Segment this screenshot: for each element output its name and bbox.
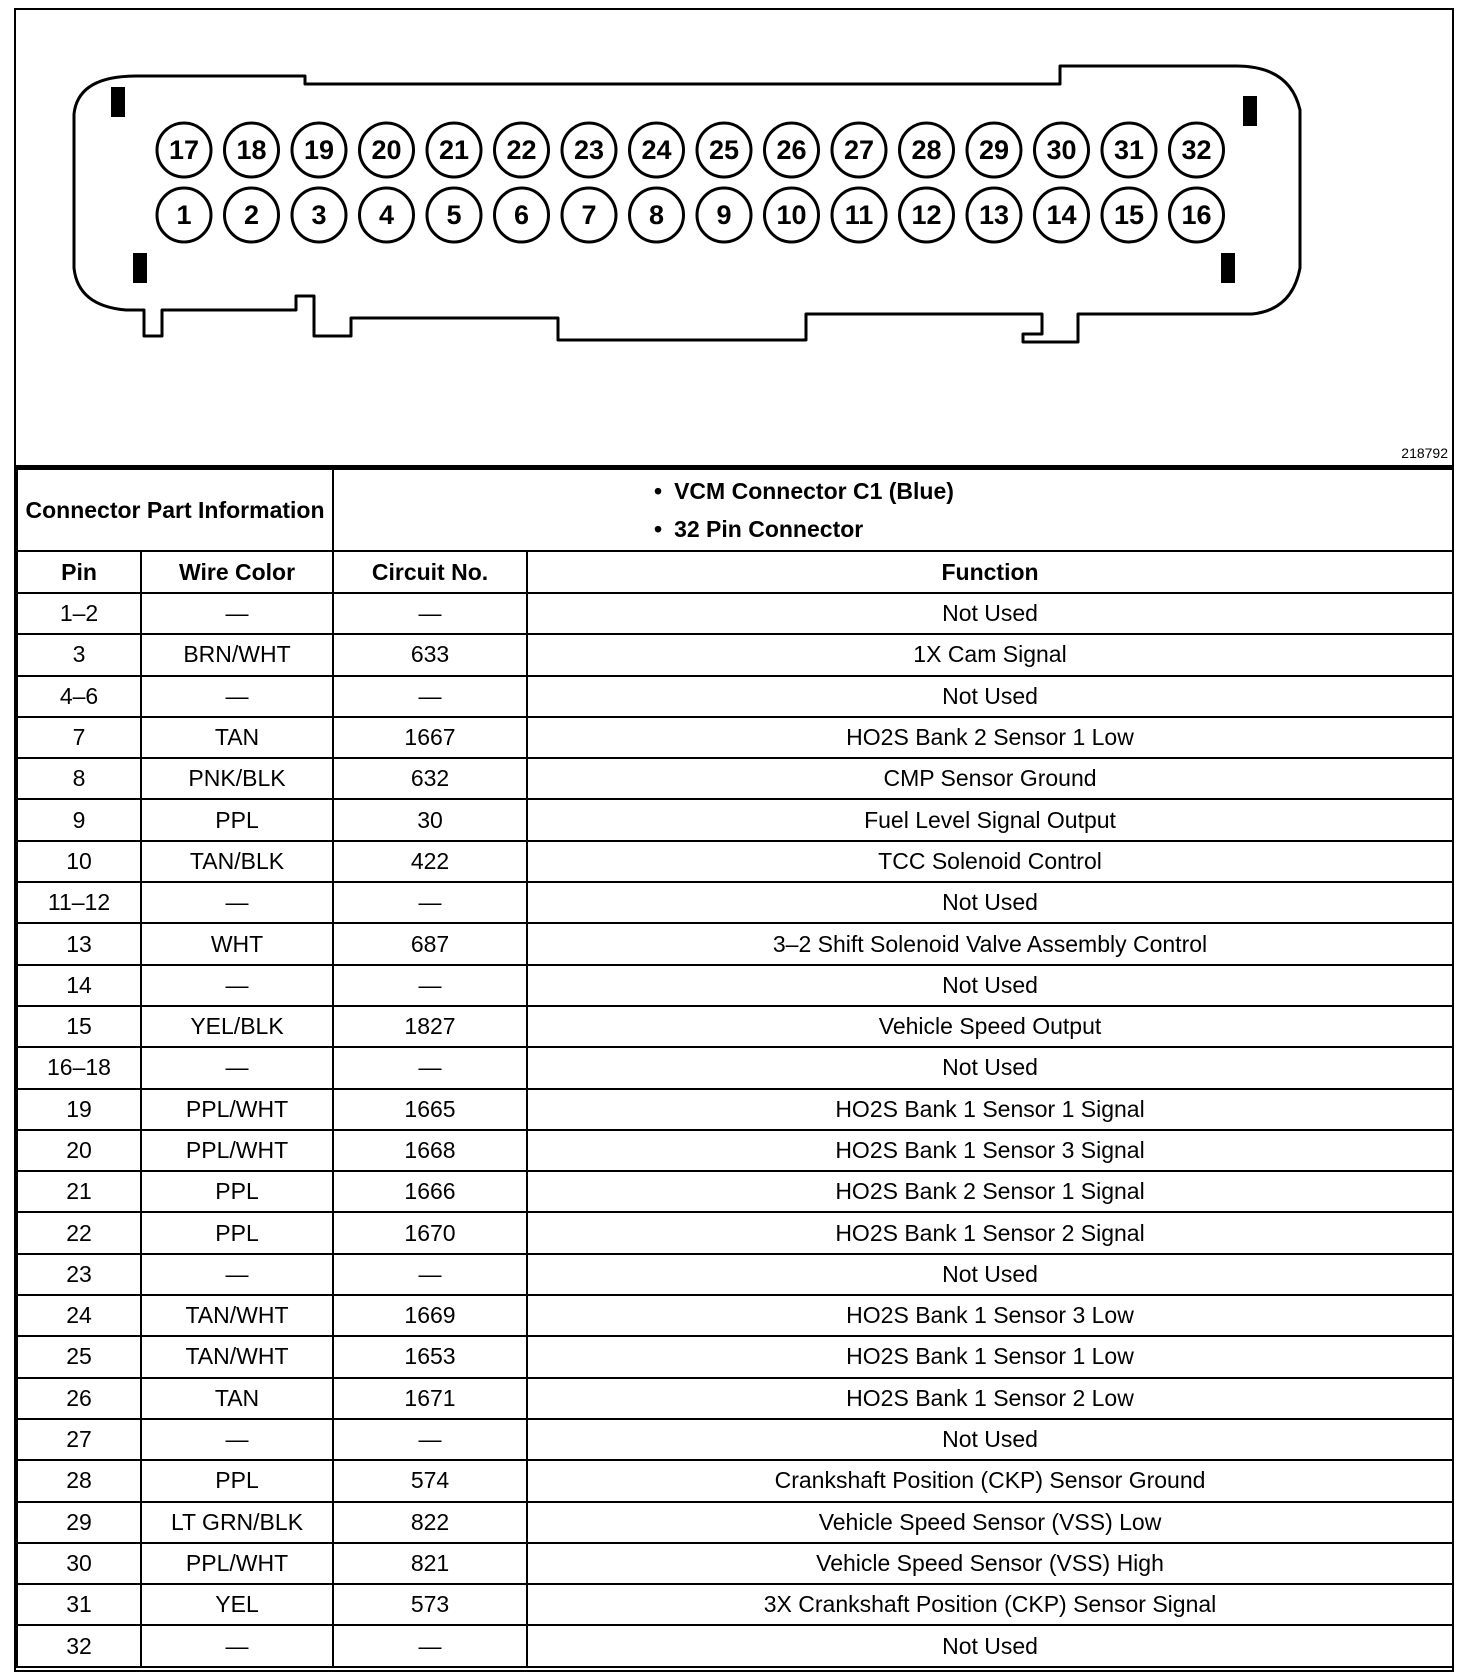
table-row (17, 1460, 1453, 1501)
pin-number: 27 (843, 135, 875, 165)
connector-info-item: • 32 Pin Connector (654, 510, 954, 548)
cell-circuit-no: 633 (333, 634, 527, 675)
cell-pin: 9 (17, 799, 141, 840)
table-row (17, 634, 1453, 675)
cell-function: Vehicle Speed Sensor (VSS) Low (527, 1502, 1453, 1543)
pin-number: 17 (168, 135, 200, 165)
cell-function: HO2S Bank 1 Sensor 3 Low (527, 1295, 1453, 1336)
pin-cavity (832, 123, 886, 177)
cell-function: TCC Solenoid Control (527, 841, 1453, 882)
pin-cavity (900, 188, 954, 242)
pin-number: 7 (581, 200, 597, 230)
cell-pin: 31 (17, 1584, 141, 1625)
table-row (17, 676, 1453, 717)
pinout-table (16, 468, 1454, 1668)
pin-cavity (562, 188, 616, 242)
pin-row-top (157, 123, 1224, 177)
table-row (17, 1295, 1453, 1336)
pin-cavity (225, 188, 279, 242)
cell-function: 1X Cam Signal (527, 634, 1453, 675)
cell-wire-color: — (141, 1625, 333, 1666)
table-row (17, 841, 1453, 882)
latch-tab-top-left (111, 87, 125, 117)
pin-cavity (832, 188, 886, 242)
cell-pin: 26 (17, 1378, 141, 1419)
table-row (17, 717, 1453, 758)
pin-cavity (360, 188, 414, 242)
header-function: Function (527, 551, 1453, 593)
cell-pin: 7 (17, 717, 141, 758)
pin-number: 16 (1181, 200, 1212, 230)
cell-pin: 11–12 (17, 882, 141, 923)
table-row (17, 882, 1453, 923)
table-row (17, 1130, 1453, 1171)
cell-circuit-no: 822 (333, 1502, 527, 1543)
pin-number: 32 (1181, 135, 1212, 165)
cell-wire-color: PPL (141, 1212, 333, 1253)
cell-pin: 25 (17, 1336, 141, 1377)
cell-circuit-no: 30 (333, 799, 527, 840)
cell-wire-color: TAN/WHT (141, 1336, 333, 1377)
cell-function: Not Used (527, 1419, 1453, 1460)
pin-number: 8 (648, 200, 665, 230)
cell-wire-color: PPL (141, 799, 333, 840)
table-row (17, 1419, 1453, 1460)
cell-circuit-no: 1671 (333, 1378, 527, 1419)
pin-number: 4 (378, 200, 395, 230)
pin-number: 3 (311, 200, 327, 230)
cell-pin: 16–18 (17, 1047, 141, 1088)
cell-circuit-no: 1669 (333, 1295, 527, 1336)
table-row (17, 1006, 1453, 1047)
pin-number: 14 (1046, 200, 1077, 230)
cell-wire-color: LT GRN/BLK (141, 1502, 333, 1543)
table-row (17, 1089, 1453, 1130)
cell-wire-color: WHT (141, 923, 333, 964)
cell-circuit-no: — (333, 1047, 527, 1088)
cell-function: Not Used (527, 1047, 1453, 1088)
cell-wire-color: PPL (141, 1171, 333, 1212)
cell-pin: 1–2 (17, 593, 141, 634)
pin-number: 15 (1113, 200, 1145, 230)
pin-cavity (1102, 123, 1156, 177)
cell-circuit-no: 1668 (333, 1130, 527, 1171)
connector-face-diagram (16, 10, 1452, 465)
cell-pin: 27 (17, 1419, 141, 1460)
cell-wire-color: TAN/WHT (141, 1295, 333, 1336)
table-row (17, 1543, 1453, 1584)
cell-function: Not Used (527, 676, 1453, 717)
cell-wire-color: — (141, 593, 333, 634)
figure-id: 218792 (1401, 445, 1448, 461)
header-circuit-no: Circuit No. (333, 551, 527, 593)
pin-cavity (967, 188, 1021, 242)
pin-number: 22 (506, 135, 537, 165)
pin-number: 2 (243, 200, 260, 230)
table-row (17, 1378, 1453, 1419)
table-row (17, 799, 1453, 840)
cell-circuit-no: — (333, 1625, 527, 1666)
pin-cavity (157, 188, 211, 242)
cell-pin: 3 (17, 634, 141, 675)
pin-cavity (697, 123, 751, 177)
connector-info-values (333, 469, 1453, 551)
pin-cavity (697, 188, 751, 242)
cell-function: HO2S Bank 1 Sensor 3 Signal (527, 1130, 1453, 1171)
cell-pin: 15 (17, 1006, 141, 1047)
cell-wire-color: YEL (141, 1584, 333, 1625)
cell-circuit-no: 687 (333, 923, 527, 964)
cell-pin: 32 (17, 1625, 141, 1666)
table-row (17, 1171, 1453, 1212)
cell-function: HO2S Bank 2 Sensor 1 Low (527, 717, 1453, 758)
cell-function: Not Used (527, 882, 1453, 923)
cell-function: Not Used (527, 593, 1453, 634)
table-row (17, 1047, 1453, 1088)
pin-number: 12 (911, 200, 942, 230)
pin-number: 28 (911, 135, 942, 165)
connector-sheet (14, 8, 1454, 1672)
header-pin: Pin (17, 551, 141, 593)
pin-cavity (1035, 123, 1089, 177)
pin-cavity (967, 123, 1021, 177)
table-row (17, 1502, 1453, 1543)
cell-function: HO2S Bank 1 Sensor 1 Signal (527, 1089, 1453, 1130)
cell-pin: 28 (17, 1460, 141, 1501)
cell-pin: 4–6 (17, 676, 141, 717)
cell-wire-color: PNK/BLK (141, 758, 333, 799)
pin-number: 30 (1046, 135, 1077, 165)
pin-number: 19 (303, 135, 335, 165)
cell-function: HO2S Bank 1 Sensor 2 Signal (527, 1212, 1453, 1253)
cell-pin: 20 (17, 1130, 141, 1171)
cell-circuit-no: 574 (333, 1460, 527, 1501)
cell-wire-color: — (141, 965, 333, 1006)
pin-cavity (1102, 188, 1156, 242)
cell-wire-color: PPL/WHT (141, 1089, 333, 1130)
cell-wire-color: TAN (141, 717, 333, 758)
pin-rows (17, 593, 1453, 1667)
cell-function: 3–2 Shift Solenoid Valve Assembly Control (527, 923, 1453, 964)
pin-number: 13 (978, 200, 1010, 230)
pin-cavity (292, 123, 346, 177)
table-row (17, 1625, 1453, 1666)
cell-wire-color: PPL/WHT (141, 1543, 333, 1584)
cell-function: 3X Crankshaft Position (CKP) Sensor Signal (527, 1584, 1453, 1625)
cell-circuit-no: — (333, 1254, 527, 1295)
table-row (17, 1584, 1453, 1625)
cell-wire-color: BRN/WHT (141, 634, 333, 675)
cell-function: Crankshaft Position (CKP) Sensor Ground (527, 1460, 1453, 1501)
cell-wire-color: PPL (141, 1460, 333, 1501)
cell-pin: 24 (17, 1295, 141, 1336)
pin-number: 5 (446, 200, 462, 230)
pin-number: 31 (1113, 135, 1145, 165)
cell-pin: 29 (17, 1502, 141, 1543)
cell-circuit-no: 422 (333, 841, 527, 882)
connector-info-label: Connector Part Information (17, 469, 333, 551)
cell-wire-color: TAN (141, 1378, 333, 1419)
cell-wire-color: PPL/WHT (141, 1130, 333, 1171)
pin-number: 23 (573, 135, 605, 165)
pin-cavity (495, 188, 549, 242)
cell-pin: 8 (17, 758, 141, 799)
pin-number: 6 (513, 200, 530, 230)
cell-wire-color: TAN/BLK (141, 841, 333, 882)
cell-circuit-no: 1827 (333, 1006, 527, 1047)
pin-number: 21 (438, 135, 470, 165)
table-row (17, 965, 1453, 1006)
cell-circuit-no: 821 (333, 1543, 527, 1584)
cell-function: HO2S Bank 2 Sensor 1 Signal (527, 1171, 1453, 1212)
pin-cavity (765, 123, 819, 177)
pin-number: 25 (708, 135, 740, 165)
cell-function: CMP Sensor Ground (527, 758, 1453, 799)
cell-wire-color: — (141, 1419, 333, 1460)
pin-cavity (630, 123, 684, 177)
pin-number: 24 (641, 135, 672, 165)
cell-function: Not Used (527, 1254, 1453, 1295)
cell-circuit-no: 1670 (333, 1212, 527, 1253)
pin-cavity (1170, 123, 1224, 177)
cell-function: Vehicle Speed Sensor (VSS) High (527, 1543, 1453, 1584)
pin-number: 29 (978, 135, 1010, 165)
pin-cavity (495, 123, 549, 177)
cell-pin: 30 (17, 1543, 141, 1584)
cell-function: Not Used (527, 965, 1453, 1006)
latch-tab-bottom-right (1221, 253, 1235, 283)
pin-number: 1 (176, 200, 192, 230)
pin-number: 9 (716, 200, 732, 230)
cell-circuit-no: — (333, 676, 527, 717)
pin-cavity (630, 188, 684, 242)
pin-cavity (427, 123, 481, 177)
pin-cavity (1035, 188, 1089, 242)
cell-pin: 22 (17, 1212, 141, 1253)
table-header-row (17, 551, 1453, 593)
header-wire-color: Wire Color (141, 551, 333, 593)
pin-cavity (225, 123, 279, 177)
cell-circuit-no: — (333, 593, 527, 634)
cell-circuit-no: 632 (333, 758, 527, 799)
latch-tab-top-right (1243, 96, 1257, 126)
pin-number: 10 (776, 200, 807, 230)
cell-circuit-no: — (333, 965, 527, 1006)
pin-cavity (562, 123, 616, 177)
cell-circuit-no: 1667 (333, 717, 527, 758)
pin-row-bottom (157, 188, 1224, 242)
table-row (17, 1254, 1453, 1295)
cell-wire-color: — (141, 676, 333, 717)
table-row (17, 593, 1453, 634)
cell-pin: 23 (17, 1254, 141, 1295)
pin-cavity (765, 188, 819, 242)
pin-cavity (292, 188, 346, 242)
cell-pin: 14 (17, 965, 141, 1006)
connector-diagram-panel (16, 10, 1452, 468)
cell-wire-color: — (141, 1254, 333, 1295)
pin-cavity (900, 123, 954, 177)
cell-pin: 10 (17, 841, 141, 882)
cell-wire-color: YEL/BLK (141, 1006, 333, 1047)
connector-info-item: • VCM Connector C1 (Blue) (654, 472, 954, 510)
cell-pin: 13 (17, 923, 141, 964)
cell-circuit-no: 573 (333, 1584, 527, 1625)
pin-cavity (1170, 188, 1224, 242)
latch-tab-bottom-left (133, 253, 147, 283)
pin-cavity (360, 123, 414, 177)
cell-function: HO2S Bank 1 Sensor 2 Low (527, 1378, 1453, 1419)
pin-number: 26 (776, 135, 807, 165)
cell-function: Vehicle Speed Output (527, 1006, 1453, 1047)
table-row (17, 1212, 1453, 1253)
cell-pin: 19 (17, 1089, 141, 1130)
cell-circuit-no: 1666 (333, 1171, 527, 1212)
connector-info-row (17, 469, 1453, 551)
pin-number: 11 (844, 200, 874, 230)
cell-circuit-no: — (333, 1419, 527, 1460)
cell-function: Not Used (527, 1625, 1453, 1666)
pin-number: 20 (371, 135, 402, 165)
table-row (17, 1336, 1453, 1377)
table-row (17, 923, 1453, 964)
cell-circuit-no: — (333, 882, 527, 923)
table-row (17, 758, 1453, 799)
cell-wire-color: — (141, 882, 333, 923)
connector-info-list (654, 472, 954, 548)
cell-circuit-no: 1665 (333, 1089, 527, 1130)
cell-function: HO2S Bank 1 Sensor 1 Low (527, 1336, 1453, 1377)
pin-cavity (157, 123, 211, 177)
pin-cavity (427, 188, 481, 242)
cell-pin: 21 (17, 1171, 141, 1212)
cell-circuit-no: 1653 (333, 1336, 527, 1377)
pin-number: 18 (236, 135, 267, 165)
cell-wire-color: — (141, 1047, 333, 1088)
cell-function: Fuel Level Signal Output (527, 799, 1453, 840)
